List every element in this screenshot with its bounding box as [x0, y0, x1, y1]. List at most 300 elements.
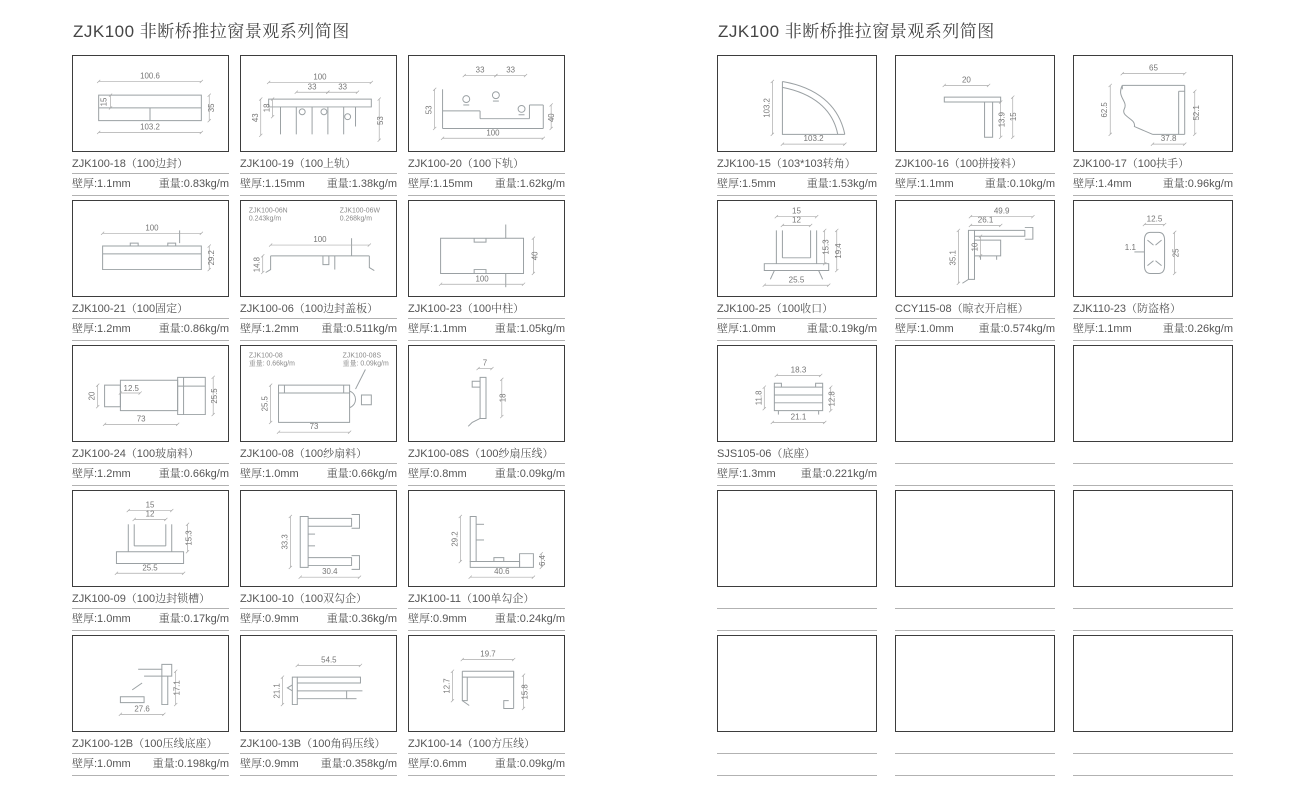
part-label: ZJK100-16（100拼接料） [895, 158, 1023, 170]
svg-text:103.2: 103.2 [762, 98, 772, 118]
spec-row [408, 757, 565, 771]
svg-text:40: 40 [530, 251, 540, 261]
svg-text:37.8: 37.8 [1160, 134, 1177, 144]
weight: 重量:0.09kg/m [494, 468, 565, 480]
part-label [717, 737, 877, 751]
part-label: ZJK100-20（100下轨） [408, 158, 525, 170]
label-divider [717, 318, 877, 319]
part-label: ZJK100-12B（100压线底座） [72, 738, 218, 750]
svg-text:35.1: 35.1 [948, 250, 958, 266]
part-label: ZJK100-19（100上轨） [240, 158, 357, 170]
svg-text:33: 33 [338, 82, 348, 92]
part-label [895, 737, 1055, 751]
part-label: ZJK110-23（防盗格） [1073, 303, 1181, 315]
profile-card [717, 490, 877, 631]
specs-divider [1073, 775, 1233, 776]
drawing-box [717, 635, 877, 732]
profile-drawing [73, 491, 228, 586]
part-label: ZJK100-21（100固定） [72, 303, 189, 315]
profile-card [717, 200, 877, 341]
svg-text:43: 43 [250, 113, 260, 123]
profile-card [895, 345, 1055, 486]
svg-text:7: 7 [482, 358, 488, 368]
wall-thickness: 壁厚:1.2mm [240, 323, 299, 335]
spec-row [408, 612, 565, 626]
svg-text:21.1: 21.1 [272, 683, 282, 699]
svg-text:15: 15 [1008, 112, 1018, 122]
weight: 重量:0.66kg/m [158, 468, 229, 480]
profile-drawing [896, 346, 1054, 441]
drawing-box [408, 490, 565, 587]
specs-divider [72, 340, 229, 341]
specs-divider [1073, 195, 1233, 196]
wall-thickness: 壁厚:1.2mm [72, 468, 131, 480]
svg-text:13.9: 13.9 [997, 112, 1007, 128]
label-divider [895, 753, 1055, 754]
svg-text:12: 12 [145, 509, 155, 519]
spec-row [408, 177, 565, 191]
svg-text:19.4: 19.4 [833, 243, 843, 259]
weight: 重量:0.26kg/m [1162, 323, 1233, 335]
profile-drawing [409, 636, 564, 731]
specs-divider [408, 485, 565, 486]
svg-text:35: 35 [207, 103, 217, 113]
page-title: ZJK100 非断桥推拉窗景观系列简图 [73, 22, 350, 41]
profile-card [72, 200, 229, 341]
svg-text:重量: 0.66kg/m: 重量: 0.66kg/m [248, 360, 295, 368]
spec-row [72, 467, 229, 481]
part-label: ZJK100-18（100边封） [72, 158, 189, 170]
weight: 重量:1.53kg/m [806, 178, 877, 190]
part-label [717, 592, 877, 606]
svg-text:100: 100 [486, 128, 500, 138]
specs-divider [240, 340, 397, 341]
spec-row [895, 467, 1055, 481]
profile-grid [72, 55, 565, 776]
wall-thickness: 壁厚:1.1mm [408, 323, 467, 335]
svg-text:21.1: 21.1 [790, 412, 807, 422]
specs-divider [72, 775, 229, 776]
drawing-box [240, 200, 397, 297]
profile-drawing [718, 201, 876, 296]
drawing-box [72, 345, 229, 442]
spec-row [895, 177, 1055, 191]
label-divider [717, 753, 877, 754]
svg-text:重量: 0.09kg/m: 重量: 0.09kg/m [342, 360, 389, 368]
drawing-box [717, 345, 877, 442]
drawing-box [408, 55, 565, 152]
label-divider [72, 318, 229, 319]
page-title: ZJK100 非断桥推拉窗景观系列简图 [718, 22, 995, 41]
part-label [1073, 737, 1233, 751]
svg-text:103.2: 103.2 [140, 122, 160, 132]
weight: 重量:0.574kg/m [978, 323, 1055, 335]
spec-row [72, 322, 229, 336]
weight: 重量:0.17kg/m [158, 613, 229, 625]
spec-row [1073, 757, 1233, 771]
svg-text:ZJK100-08S: ZJK100-08S [342, 352, 382, 360]
label-divider [1073, 753, 1233, 754]
profile-card [717, 345, 877, 486]
label-divider [240, 753, 397, 754]
specs-divider [240, 630, 397, 631]
svg-text:10: 10 [970, 242, 980, 252]
specs-divider [408, 195, 565, 196]
wall-thickness: 壁厚:1.1mm [72, 178, 131, 190]
profile-drawing [409, 56, 564, 151]
label-divider [72, 753, 229, 754]
specs-divider [717, 340, 877, 341]
profile-drawing [718, 491, 876, 586]
specs-divider [408, 775, 565, 776]
wall-thickness: 壁厚:1.0mm [72, 758, 131, 770]
profile-drawing [241, 491, 396, 586]
svg-text:12.5: 12.5 [123, 384, 139, 394]
svg-text:65: 65 [1149, 63, 1158, 73]
profile-drawing [896, 201, 1054, 296]
part-label [1073, 447, 1233, 461]
svg-text:33: 33 [307, 82, 317, 92]
profile-card [717, 55, 877, 196]
label-divider [895, 318, 1055, 319]
profile-card [408, 345, 565, 486]
svg-text:11.8: 11.8 [754, 390, 764, 406]
drawing-box [895, 490, 1055, 587]
svg-text:73: 73 [309, 422, 319, 432]
specs-divider [408, 340, 565, 341]
profile-drawing [73, 346, 228, 441]
drawing-box [1073, 345, 1233, 442]
spec-row [717, 177, 877, 191]
weight: 重量:0.24kg/m [494, 613, 565, 625]
profile-card [1073, 635, 1233, 776]
profile-card [240, 345, 397, 486]
profile-drawing [1074, 201, 1232, 296]
svg-text:1.1: 1.1 [1124, 243, 1136, 252]
part-label: ZJK100-23（100中柱） [408, 303, 525, 315]
part-label: ZJK100-09（100边封锁槽） [72, 593, 211, 605]
profile-card [72, 635, 229, 776]
weight: 重量:0.511kg/m [321, 323, 397, 335]
drawing-box [72, 200, 229, 297]
specs-divider [240, 485, 397, 486]
weight: 重量:1.05kg/m [494, 323, 565, 335]
spec-row [240, 177, 397, 191]
specs-divider [895, 630, 1055, 631]
spec-row [408, 467, 565, 481]
drawing-box [408, 635, 565, 732]
svg-text:100: 100 [475, 274, 489, 284]
label-divider [408, 608, 565, 609]
profile-drawing [409, 346, 564, 441]
drawing-box [717, 490, 877, 587]
part-label: ZJK100-08S（100纱扇压线） [408, 448, 554, 460]
spec-row [72, 612, 229, 626]
label-divider [408, 753, 565, 754]
profile-drawing [718, 346, 876, 441]
profile-drawing [1074, 56, 1232, 151]
page-left [72, 22, 565, 776]
weight: 重量:0.198kg/m [152, 758, 229, 770]
label-divider [895, 173, 1055, 174]
label-divider [895, 608, 1055, 609]
drawing-box [72, 490, 229, 587]
svg-text:0.268kg/m: 0.268kg/m [339, 215, 372, 223]
drawing-box [1073, 635, 1233, 732]
part-label: ZJK100-10（100双勾企） [240, 593, 368, 605]
wall-thickness: 壁厚:1.2mm [72, 323, 131, 335]
wall-thickness: 壁厚:1.15mm [408, 178, 473, 190]
profile-drawing [241, 346, 396, 441]
svg-text:15.3: 15.3 [184, 530, 194, 546]
label-divider [408, 318, 565, 319]
drawing-box [72, 635, 229, 732]
wall-thickness: 壁厚:1.1mm [1073, 323, 1132, 335]
part-label [1073, 592, 1233, 606]
label-divider [717, 608, 877, 609]
specs-divider [895, 340, 1055, 341]
profile-drawing [1074, 346, 1232, 441]
specs-divider [717, 775, 877, 776]
specs-divider [895, 775, 1055, 776]
specs-divider [1073, 340, 1233, 341]
svg-text:33.3: 33.3 [280, 534, 290, 550]
svg-text:29.2: 29.2 [207, 250, 217, 266]
drawing-box [240, 55, 397, 152]
profile-card [408, 635, 565, 776]
svg-text:12.7: 12.7 [442, 678, 452, 694]
label-divider [717, 173, 877, 174]
specs-divider [1073, 485, 1233, 486]
weight: 重量:0.19kg/m [806, 323, 877, 335]
label-divider [1073, 608, 1233, 609]
specs-divider [72, 195, 229, 196]
label-divider [895, 463, 1055, 464]
profile-drawing [73, 636, 228, 731]
svg-text:ZJK100-06W: ZJK100-06W [339, 207, 381, 215]
svg-text:53: 53 [376, 116, 386, 125]
svg-text:15.8: 15.8 [520, 684, 530, 700]
spec-row [72, 177, 229, 191]
wall-thickness: 壁厚:1.5mm [717, 178, 776, 190]
wall-thickness: 壁厚:0.9mm [240, 613, 299, 625]
spec-row [240, 757, 397, 771]
part-label [895, 592, 1055, 606]
drawing-box [895, 200, 1055, 297]
part-label: ZJK100-11（100单勾企） [408, 593, 535, 605]
drawing-box [240, 490, 397, 587]
spec-row [240, 467, 397, 481]
weight: 重量:0.358kg/m [320, 758, 397, 770]
spec-row [1073, 322, 1233, 336]
specs-divider [895, 195, 1055, 196]
profile-card [72, 55, 229, 196]
svg-text:14.8: 14.8 [252, 257, 262, 273]
profile-drawing [409, 491, 564, 586]
svg-text:62.5: 62.5 [1100, 102, 1110, 118]
profile-card [240, 490, 397, 631]
svg-text:18: 18 [498, 393, 508, 403]
part-label: ZJK100-15（103*103转角） [717, 158, 856, 170]
wall-thickness: 壁厚:1.15mm [240, 178, 305, 190]
drawing-box [895, 345, 1055, 442]
specs-divider [717, 485, 877, 486]
profile-card [72, 490, 229, 631]
spec-row [240, 612, 397, 626]
svg-text:25.5: 25.5 [260, 396, 270, 412]
profile-drawing [241, 201, 396, 296]
label-divider [1073, 318, 1233, 319]
label-divider [1073, 463, 1233, 464]
drawing-box [1073, 490, 1233, 587]
drawing-box [1073, 55, 1233, 152]
specs-divider [717, 195, 877, 196]
part-label: ZJK100-25（100收口） [717, 303, 834, 315]
profile-drawing [896, 491, 1054, 586]
profile-drawing [241, 636, 396, 731]
svg-text:15: 15 [145, 500, 155, 510]
svg-text:6.4: 6.4 [538, 555, 548, 566]
profile-card [240, 635, 397, 776]
svg-text:26.1: 26.1 [977, 215, 994, 225]
wall-thickness: 壁厚:0.9mm [240, 758, 299, 770]
label-divider [408, 463, 565, 464]
profile-drawing [896, 56, 1054, 151]
part-label: CCY115-08（晾衣开启框） [895, 303, 1029, 315]
weight: 重量:1.62kg/m [494, 178, 565, 190]
svg-text:54.5: 54.5 [321, 655, 337, 665]
specs-divider [240, 195, 397, 196]
label-divider [72, 173, 229, 174]
svg-text:30.4: 30.4 [322, 567, 338, 577]
svg-text:100: 100 [145, 223, 159, 233]
profile-card [895, 635, 1055, 776]
svg-text:100: 100 [313, 235, 327, 245]
part-label: ZJK100-17（100扶手） [1073, 158, 1190, 170]
svg-text:25.5: 25.5 [788, 275, 805, 285]
specs-divider [895, 485, 1055, 486]
wall-thickness: 壁厚:0.9mm [408, 613, 467, 625]
weight: 重量:0.221kg/m [800, 468, 877, 480]
specs-divider [72, 485, 229, 486]
part-label [895, 447, 1055, 461]
profile-drawing [718, 56, 876, 151]
profile-drawing [1074, 491, 1232, 586]
label-divider [1073, 173, 1233, 174]
specs-divider [72, 630, 229, 631]
weight: 重量:1.38kg/m [326, 178, 397, 190]
label-divider [240, 608, 397, 609]
svg-text:27.6: 27.6 [134, 704, 150, 714]
drawing-box [895, 635, 1055, 732]
svg-text:103.2: 103.2 [803, 134, 824, 144]
profile-card [240, 200, 397, 341]
part-label: ZJK100-24（100玻扇料） [72, 448, 200, 460]
wall-thickness: 壁厚:1.0mm [72, 613, 131, 625]
drawing-box [717, 200, 877, 297]
specs-divider [1073, 630, 1233, 631]
wall-thickness: 壁厚:1.0mm [717, 323, 776, 335]
svg-text:19.7: 19.7 [480, 649, 496, 659]
spec-row [895, 612, 1055, 626]
profile-drawing [718, 636, 876, 731]
part-label: ZJK100-13B（100角码压线） [240, 738, 386, 750]
svg-text:15: 15 [99, 97, 109, 107]
svg-text:73: 73 [136, 414, 146, 424]
weight: 重量:0.96kg/m [1162, 178, 1233, 190]
svg-text:40.6: 40.6 [494, 567, 510, 577]
profile-drawing [73, 201, 228, 296]
svg-text:15.3: 15.3 [821, 239, 831, 255]
label-divider [240, 318, 397, 319]
profile-card [408, 490, 565, 631]
spec-row [240, 322, 397, 336]
weight: 重量:0.66kg/m [326, 468, 397, 480]
profile-card [408, 200, 565, 341]
part-label: ZJK100-08（100纱扇料） [240, 448, 368, 460]
svg-text:0.243kg/m: 0.243kg/m [248, 215, 282, 223]
svg-text:ZJK100-08: ZJK100-08 [248, 352, 283, 360]
spec-row [717, 757, 877, 771]
spec-row [895, 757, 1055, 771]
profile-card [240, 55, 397, 196]
label-divider [240, 463, 397, 464]
profile-card [1073, 345, 1233, 486]
label-divider [240, 173, 397, 174]
svg-text:100.6: 100.6 [140, 71, 160, 81]
wall-thickness: 壁厚:1.4mm [1073, 178, 1132, 190]
spec-row [1073, 177, 1233, 191]
profile-card [895, 200, 1055, 341]
profile-card [895, 55, 1055, 196]
profile-card [717, 635, 877, 776]
profile-drawing [896, 636, 1054, 731]
specs-divider [408, 630, 565, 631]
wall-thickness: 壁厚:0.6mm [408, 758, 467, 770]
svg-text:18: 18 [262, 103, 272, 113]
specs-divider [717, 630, 877, 631]
weight: 重量:0.83kg/m [158, 178, 229, 190]
part-label: SJS105-06（底座） [717, 448, 816, 460]
weight: 重量:0.09kg/m [494, 758, 565, 770]
wall-thickness: 壁厚:1.1mm [895, 178, 954, 190]
svg-text:25: 25 [1171, 248, 1181, 258]
drawing-box [717, 55, 877, 152]
weight: 重量:0.86kg/m [158, 323, 229, 335]
svg-text:53: 53 [424, 105, 434, 115]
drawing-box [408, 345, 565, 442]
profile-card [1073, 200, 1233, 341]
spec-row [717, 322, 877, 336]
svg-text:18.3: 18.3 [790, 365, 807, 375]
svg-text:29.2: 29.2 [450, 531, 460, 547]
drawing-box [240, 345, 397, 442]
drawing-box [72, 55, 229, 152]
drawing-box [895, 55, 1055, 152]
label-divider [408, 173, 565, 174]
part-label: ZJK100-06（100边封盖板） [240, 303, 379, 315]
profile-drawing [241, 56, 396, 151]
label-divider [72, 463, 229, 464]
profile-card [1073, 55, 1233, 196]
svg-text:20: 20 [87, 391, 97, 401]
wall-thickness: 壁厚:1.3mm [717, 468, 776, 480]
drawing-box [1073, 200, 1233, 297]
svg-text:ZJK100-06N: ZJK100-06N [248, 207, 288, 215]
svg-text:100: 100 [313, 72, 327, 82]
spec-row [408, 322, 565, 336]
profile-drawing [409, 201, 564, 296]
